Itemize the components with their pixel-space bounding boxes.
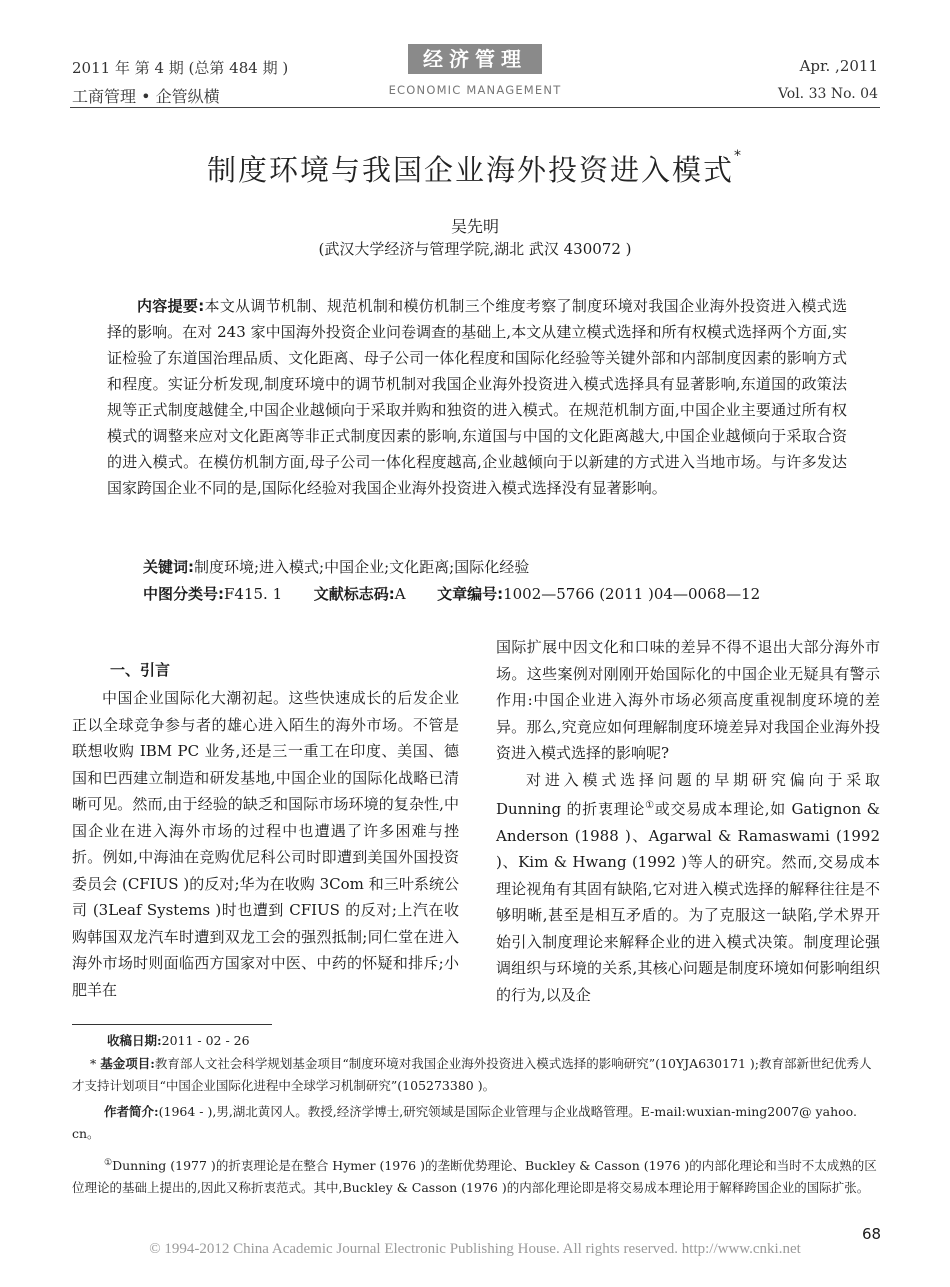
received-value: 2011 - 02 - 26 <box>161 1033 250 1048</box>
doc-code-label: 文献标志码: <box>313 585 395 603</box>
clc-value: F415. 1 <box>224 585 283 603</box>
bio-label: 作者简介: <box>104 1104 159 1119</box>
abstract-label: 内容提要: <box>137 297 205 315</box>
author-name: 吴先明 <box>450 217 499 236</box>
fund-label: 基金项目: <box>100 1056 155 1071</box>
section-heading: 一、引言 <box>110 661 171 679</box>
author-bio <box>72 1101 880 1145</box>
doc-code-value: A <box>394 585 406 603</box>
title-text: 制度环境与我国企业海外投资进入模式 <box>206 153 734 187</box>
literature-text-start: 对进入模式选择问题的早期研究偏向于采取 Dunning 的折衷理论 <box>496 770 880 818</box>
keywords <box>143 556 863 577</box>
literature-text-end: 或交易成本理论,如 Gatignon & Anderson (1988 )、Agarwal & Ramaswami (1992 )、Kim & Hwang (1992 )等人的研究。然而,交易成本理论视角有其固有缺陷,它对进入模式选择的解释往往是不够明晰,甚至是相互矛盾的。为了克服这一缺陷,学术界开始引入制度理论来解释企业的进入模式决策。制度理论强调组织与环境的关系,其核心问题是制度环境如何影响组织的行为,以及企 <box>496 800 880 1004</box>
intro-paragraph: 中国企业国际化大潮初起。这些快速成长的后发企业正以全球竞争参与者的雄心进入陌生的海外市场。不管是联想收购 IBM PC 业务,还是三一重工在印度、美国、德国和巴西建立制造和研发基地,中国企业的国际化战略已清晰可见。然而,由于经验的缺乏和国际市场环境的复杂性,中国企业在进入海外市场的过程中也遭遇了许多困难与挫折。例如,中海油在竞购优尼科公司时即遭到美国外国投资委员会 (CFIUS )的反对;华为在收购 3Com 和三叶系统公司 (3Leaf Systems )时也遭到 CFIUS 的反对;上汽在收购韩国双龙汽车时遭到双龙工会的强烈抵制;同仁堂在进入海外市场时则面临西方国家对中医、中药的怀疑和排斥;小肥羊在 <box>72 689 459 999</box>
abstract-text: 本文从调节机制、规范机制和模仿机制三个维度考察了制度环境对我国企业海外投资进入模式选择的影响。在对 243 家中国海外投资企业问卷调查的基础上,本文从建立模式选择和所有权模式选择两个方面,实证检验了东道国治理品质、文化距离、母子公司一体化程度和国际化经验等关键外部和内部制度因素的影响方式和程度。实证分析发现,制度环境中的调节机制对我国企业海外投资进入模式选择具有显著影响,东道国的政策法规等正式制度越健全,中国企业越倾向于采取并购和独资的进入模式。在规范机制方面,中国企业主要通过所有权模式的调整来应对文化距离等非正式制度因素的影响,东道国与中国的文化距离越大,中国企业越倾向于采取合资的进入模式。在模仿机制方面,母子公司一体化程度越高,企业越倾向于以新建的方式进入当地市场。与许多发达国家跨国企业不同的是,国际化经验对我国企业海外投资进入模式选择没有显著影响。 <box>107 297 847 497</box>
abstract <box>107 293 847 501</box>
clc-label: 中图分类号: <box>143 585 224 603</box>
issue-date: Apr. ,2011 <box>799 57 878 75</box>
header-rule <box>70 107 880 108</box>
received-date <box>107 1030 250 1052</box>
footnote-ref-1: ① <box>645 800 655 811</box>
page-number: 68 <box>862 1225 882 1243</box>
fund-text: 教育部人文社会科学规划基金项目“制度环境对我国企业海外投资进入模式选择的影响研究”(10YJA630171 );教育部新世纪优秀人才支持计划项目“中国企业国际化进程中全球学习机制研究”(105273380 )。 <box>72 1056 872 1093</box>
article-number-value: 1002—5766 (2011 )04—0068—12 <box>503 585 761 603</box>
body-column-right <box>496 634 880 1008</box>
body-column-left <box>72 685 459 1003</box>
author-affiliation: (武汉大学经济与管理学院,湖北 武汉 430072 ) <box>318 240 632 258</box>
footnote-rule <box>72 1024 272 1025</box>
volume-info: Vol. 33 No. 04 <box>777 86 878 102</box>
journal-english-name: ECONOMIC MANAGEMENT <box>388 83 562 97</box>
article-number-label: 文章编号: <box>437 585 504 603</box>
fund-note <box>72 1053 880 1097</box>
copyright-footer: © 1994-2012 China Academic Journal Electronic Publishing House. All rights reserved. http://www.cnki.net <box>149 1241 801 1257</box>
footnote-1-text: Dunning (1977 )的折衷理论是在整合 Hymer (1976 )的垄断优势理论、Buckley & Casson (1976 )的内部化理论和当时不太成熟的区位理论的基础上提出的,因此又称折衷范式。其中,Buckley & Casson (1976 )的内部化理论即是将交易成本理论用于解释跨国企业的国际扩张。 <box>72 1158 877 1196</box>
issue-info: 2011 年 第 4 期 (总第 484 期 ) <box>72 59 289 77</box>
literature-paragraph <box>496 767 880 1009</box>
received-label: 收稿日期: <box>107 1033 162 1048</box>
classification-line <box>143 583 863 604</box>
footnote-1 <box>72 1152 880 1199</box>
keywords-label: 关键词: <box>143 558 194 576</box>
article-title <box>0 148 950 189</box>
keywords-text: 制度环境;进入模式;中国企业;文化距离;国际化经验 <box>194 558 530 576</box>
fund-mark: * <box>90 1056 97 1071</box>
journal-logo: 经济管理 <box>408 44 542 74</box>
footnote-1-mark: ① <box>104 1158 113 1168</box>
continued-paragraph: 国际扩展中因文化和口味的差异不得不退出大部分海外市场。这些案例对刚刚开始国际化的中国企业无疑具有警示作用:中国企业进入海外市场必须高度重视制度环境的差异。那么,究竟应如何理解制度环境差异对我国企业海外投资进入模式选择的影响呢? <box>496 638 880 762</box>
section-label: 工商管理 • 企管纵横 <box>72 87 220 106</box>
bio-text: (1964 - ),男,湖北黄冈人。教授,经济学博士,研究领域是国际企业管理与企业战略管理。E-mail:wuxian-ming2007@ yahoo. cn。 <box>72 1104 857 1141</box>
title-footnote-mark: * <box>734 148 743 164</box>
